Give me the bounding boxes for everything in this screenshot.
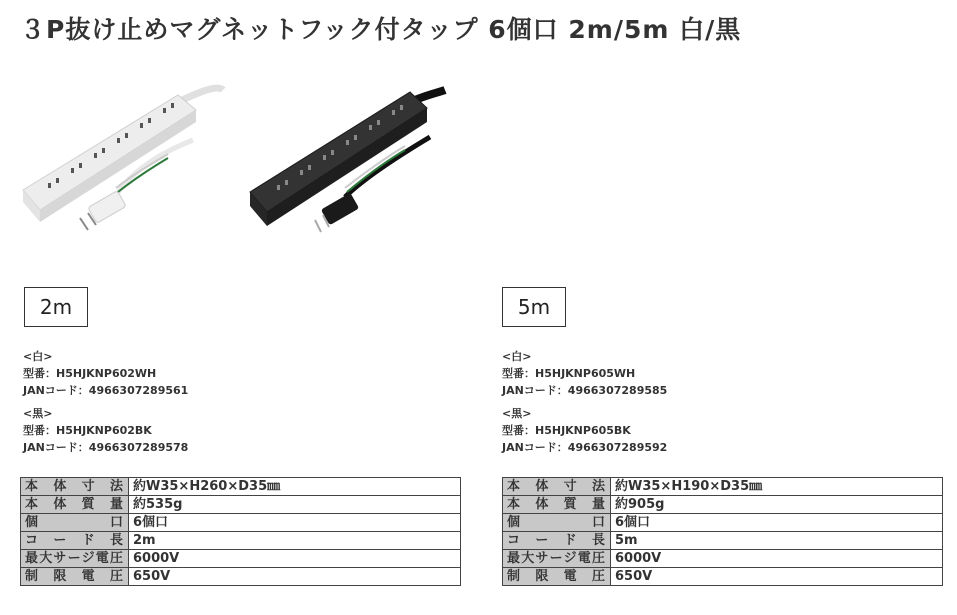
table-row [503,514,943,532]
black-header: <黒> [502,407,532,420]
spec-key: 本体寸法 [21,478,129,496]
spec-value: 約W35×H260×D35㎜ [129,478,461,496]
spec-key: 個口 [21,514,129,532]
table-row [503,496,943,514]
spec-table-2m [20,477,461,586]
spec-value: 約W35×H190×D35㎜ [611,478,943,496]
length-label-5m: 5m [502,287,566,327]
table-row [503,550,943,568]
spec-value: 5m [611,532,943,550]
black-header: <黒> [23,407,53,420]
black-model: 型番：H5HJKNP605BK [502,424,631,437]
spec-key: 最大サージ電圧 [21,550,129,568]
table-row [503,568,943,586]
spec-key: コード長 [503,532,611,550]
table-row [21,478,461,496]
spec-table-5m [502,477,943,586]
white-header: <白> [502,350,532,363]
spec-key: 個口 [503,514,611,532]
table-row [503,532,943,550]
spec-key: 本体寸法 [503,478,611,496]
spec-value: 6個口 [611,514,943,532]
white-model: 型番：H5HJKNP605WH [502,367,636,380]
spec-value: 650V [129,568,461,586]
table-row [21,550,461,568]
table-row [21,532,461,550]
spec-value: 6個口 [129,514,461,532]
spec-value: 6000V [611,550,943,568]
model-info-5m [502,348,667,456]
white-jan: JANコード：4966307289585 [502,384,668,397]
white-header: <白> [23,350,53,363]
spec-key: コード長 [21,532,129,550]
spec-key: 最大サージ電圧 [503,550,611,568]
white-power-strip-image [18,80,228,240]
spec-value: 650V [611,568,943,586]
black-jan: JANコード：4966307289578 [23,441,189,454]
spec-key: 制限電圧 [503,568,611,586]
spec-value: 2m [129,532,461,550]
table-row [21,514,461,532]
spec-key: 本体質量 [21,496,129,514]
spec-value: 約905g [611,496,943,514]
spec-value: 6000V [129,550,461,568]
table-row [21,496,461,514]
black-jan: JANコード：4966307289592 [502,441,668,454]
black-power-strip-image [245,82,455,242]
model-info-2m [23,348,188,456]
length-label-2m: 2m [24,287,88,327]
spec-key: 制限電圧 [21,568,129,586]
white-jan: JANコード：4966307289561 [23,384,189,397]
black-model: 型番：H5HJKNP602BK [23,424,152,437]
table-row [21,568,461,586]
table-row [503,478,943,496]
white-model: 型番：H5HJKNP602WH [23,367,157,380]
spec-key: 本体質量 [503,496,611,514]
spec-value: 約535g [129,496,461,514]
page-title: ３P抜け止めマグネットフック付タップ 6個口 2m/5m 白/黒 [20,15,742,44]
